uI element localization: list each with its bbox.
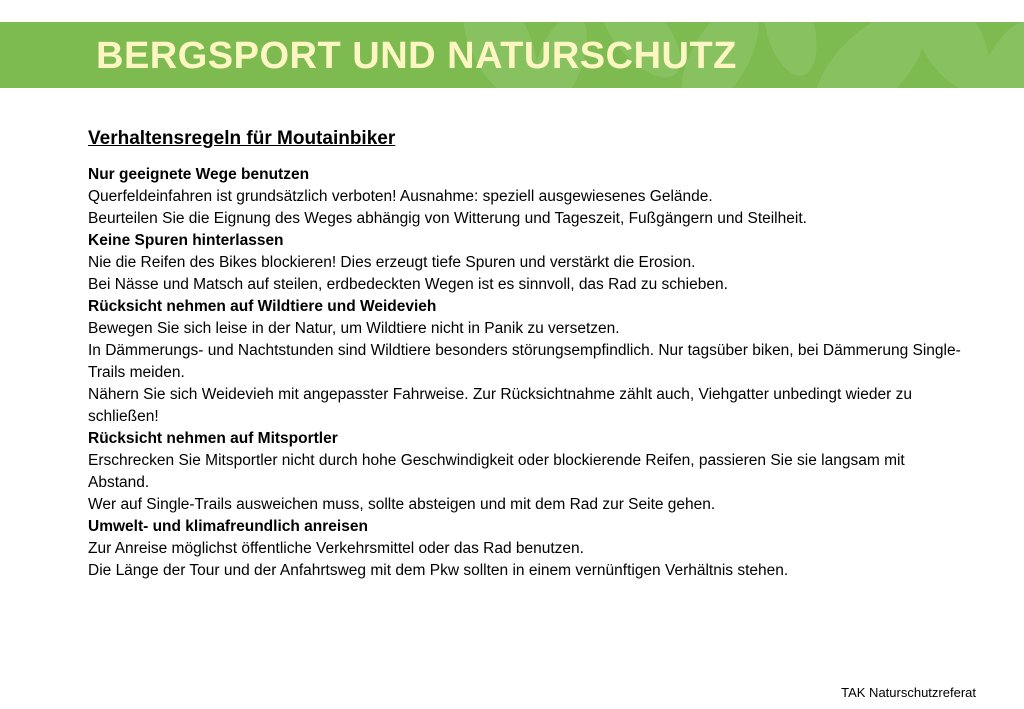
paragraph: Wer auf Single-Trails ausweichen muss, sollte absteigen und mit dem Rad zur Seite gehen. bbox=[88, 496, 716, 513]
title-banner bbox=[0, 22, 1024, 88]
footer-credit: TAK Naturschutzreferat bbox=[841, 685, 976, 700]
paragraph: Die Länge der Tour und der Anfahrtsweg mit dem Pkw sollten in einem vernünftigen Verhältnis stehen. bbox=[88, 562, 789, 579]
paragraph: Bei Nässe und Matsch auf steilen, erdbedeckten Wegen ist es sinnvoll, das Rad zu schieben. bbox=[88, 276, 728, 293]
paragraph: Zur Anreise möglichst öffentliche Verkehrsmittel oder das Rad benutzen. bbox=[88, 540, 584, 557]
paragraph: Querfeldeinfahren ist grundsätzlich verboten! Ausnahme: speziell ausgewiesenes Gelände. bbox=[88, 188, 713, 205]
banner-title: BERGSPORT UND NATURSCHUTZ bbox=[96, 35, 737, 77]
paragraph: Erschrecken Sie Mitsportler nicht durch hohe Geschwindigkeit oder blockierende Reifen, passieren Sie sie langsam mit Abstand. bbox=[88, 452, 905, 491]
paragraph: Nähern Sie sich Weidevieh mit angepasster Fahrweise. Zur Rücksichtnahme zählt auch, Viehgatter unbedingt wieder zu schließen! bbox=[88, 386, 912, 425]
main-content bbox=[88, 126, 968, 582]
section-title: Nur geeignete Wege benutzen bbox=[88, 166, 310, 183]
paragraph: In Dämmerungs- und Nachtstunden sind Wildtiere besonders störungsempfindlich. Nur tagsüber biken, bei Dämmerung Single-Trails meiden. bbox=[88, 342, 961, 381]
paragraph: Beurteilen Sie die Eignung des Weges abhängig von Witterung und Tageszeit, Fußgängern und Steilheit. bbox=[88, 210, 807, 227]
section-paths bbox=[88, 164, 968, 230]
section-no-traces bbox=[88, 230, 968, 296]
section-title: Rücksicht nehmen auf Wildtiere und Weidevieh bbox=[88, 298, 437, 315]
paragraph: Bewegen Sie sich leise in der Natur, um Wildtiere nicht in Panik zu versetzen. bbox=[88, 320, 620, 337]
section-travel bbox=[88, 516, 968, 582]
page-heading: Verhaltensregeln für Moutainbiker bbox=[88, 128, 396, 149]
section-title: Umwelt- und klimafreundlich anreisen bbox=[88, 518, 368, 535]
section-title: Keine Spuren hinterlassen bbox=[88, 232, 284, 249]
paragraph: Nie die Reifen des Bikes blockieren! Dies erzeugt tiefe Spuren und verstärkt die Erosion. bbox=[88, 254, 696, 271]
section-title: Rücksicht nehmen auf Mitsportler bbox=[88, 430, 338, 447]
section-fellow-athletes bbox=[88, 428, 968, 516]
section-wildlife bbox=[88, 296, 968, 428]
